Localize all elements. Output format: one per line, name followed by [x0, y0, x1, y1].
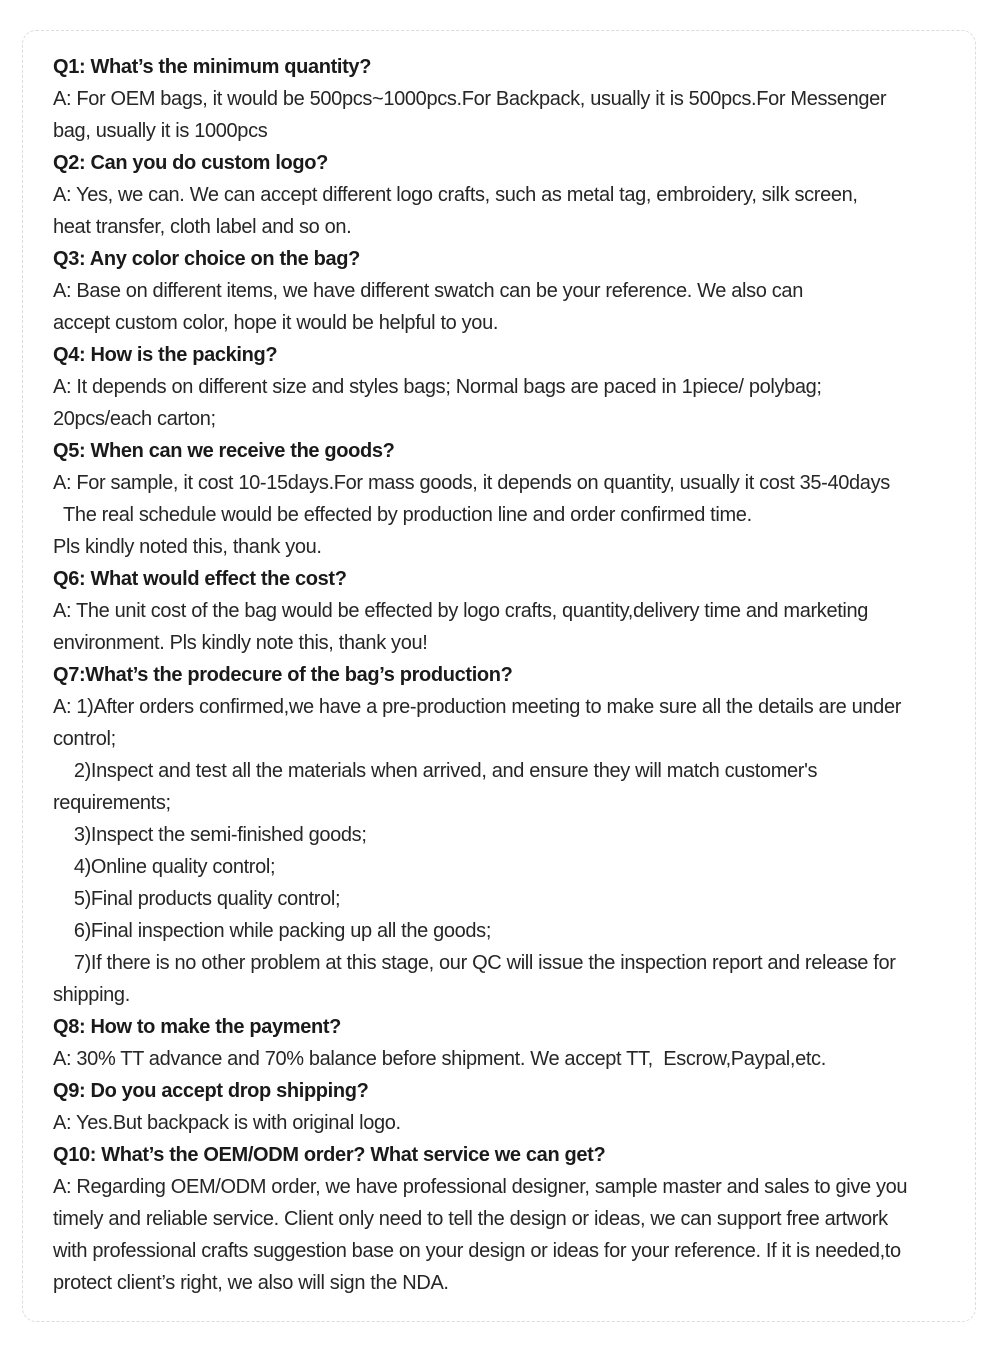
faq-item-q4 [53, 339, 955, 435]
faq-answer-line: A: For OEM bags, it would be 500pcs~1000pcs.For Backpack, usually it is 500pcs.For Messenger [53, 88, 887, 110]
faq-answer-line: Pls kindly noted this, thank you. [53, 536, 322, 558]
faq-answer-line: 7)If there is no other problem at this stage, our QC will issue the inspection report and release for [53, 952, 896, 974]
faq-answer-line: timely and reliable service. Client only need to tell the design or ideas, we can support free artwork [53, 1208, 888, 1230]
faq-question: Q4: How is the packing? [53, 344, 278, 366]
faq-answer-line: 5)Final products quality control; [53, 888, 341, 910]
faq-question: Q8: How to make the payment? [53, 1016, 342, 1038]
faq-question: Q2: Can you do custom logo? [53, 152, 328, 174]
faq-question: Q9: Do you accept drop shipping? [53, 1080, 369, 1102]
faq-answer-line: A: For sample, it cost 10-15days.For mass goods, it depends on quantity, usually it cost 35-40days [53, 472, 890, 494]
faq-item-q2 [53, 147, 955, 243]
faq-question: Q7:What’s the prodecure of the bag’s production? [53, 664, 513, 686]
faq-answer-line: A: The unit cost of the bag would be effected by logo crafts, quantity,delivery time and marketing [53, 600, 869, 622]
faq-answer-line: A: Base on different items, we have different swatch can be your reference. We also can [53, 280, 803, 302]
faq-item-q6 [53, 563, 955, 659]
faq-item-q1 [53, 51, 955, 147]
faq-answer-line: control; [53, 728, 116, 750]
faq-question: Q1: What’s the minimum quantity? [53, 56, 372, 78]
faq-question: Q10: What’s the OEM/ODM order? What service we can get? [53, 1144, 606, 1166]
faq-item-q9 [53, 1075, 955, 1139]
faq-answer-line: A: It depends on different size and styles bags; Normal bags are paced in 1piece/ polybag; [53, 376, 822, 398]
faq-question: Q6: What would effect the cost? [53, 568, 347, 590]
faq-answer-line: requirements; [53, 792, 171, 814]
faq-answer-line: environment. Pls kindly note this, thank you! [53, 632, 428, 654]
faq-answer-line: 6)Final inspection while packing up all the goods; [53, 920, 492, 942]
faq-answer-line: 3)Inspect the semi-finished goods; [53, 824, 367, 846]
faq-item-q3 [53, 243, 955, 339]
faq-item-q10 [53, 1139, 955, 1299]
faq-answer-line: A: 1)After orders confirmed,we have a pre-production meeting to make sure all the details are under [53, 696, 902, 718]
faq-item-q5 [53, 435, 955, 563]
faq-answer-line: shipping. [53, 984, 130, 1006]
faq-answer-line: accept custom color, hope it would be helpful to you. [53, 312, 499, 334]
faq-answer-line: A: Yes, we can. We can accept different logo crafts, such as metal tag, embroidery, silk screen, [53, 184, 858, 206]
faq-answer-line: 4)Online quality control; [53, 856, 276, 878]
faq-answer-line: 20pcs/each carton; [53, 408, 216, 430]
faq-item-q8 [53, 1011, 955, 1075]
faq-answer-line: The real schedule would be effected by production line and order confirmed time. [53, 504, 752, 526]
faq-item-q7 [53, 659, 955, 1011]
faq-card [22, 30, 976, 1322]
faq-answer-line: with professional crafts suggestion base on your design or ideas for your reference. If it is needed,to [53, 1240, 901, 1262]
faq-answer-line: A: Regarding OEM/ODM order, we have professional designer, sample master and sales to give you [53, 1176, 908, 1198]
faq-answer-line: heat transfer, cloth label and so on. [53, 216, 352, 238]
faq-answer-line: A: Yes.But backpack is with original logo. [53, 1112, 401, 1134]
faq-answer-line: A: 30% TT advance and 70% balance before shipment. We accept TT, Escrow,Paypal,etc. [53, 1048, 826, 1070]
faq-answer-line: protect client’s right, we also will sign the NDA. [53, 1272, 449, 1294]
faq-question: Q3: Any color choice on the bag? [53, 248, 360, 270]
faq-answer-line: 2)Inspect and test all the materials when arrived, and ensure they will match customer's [53, 760, 818, 782]
faq-answer-line: bag, usually it is 1000pcs [53, 120, 268, 142]
faq-question: Q5: When can we receive the goods? [53, 440, 395, 462]
